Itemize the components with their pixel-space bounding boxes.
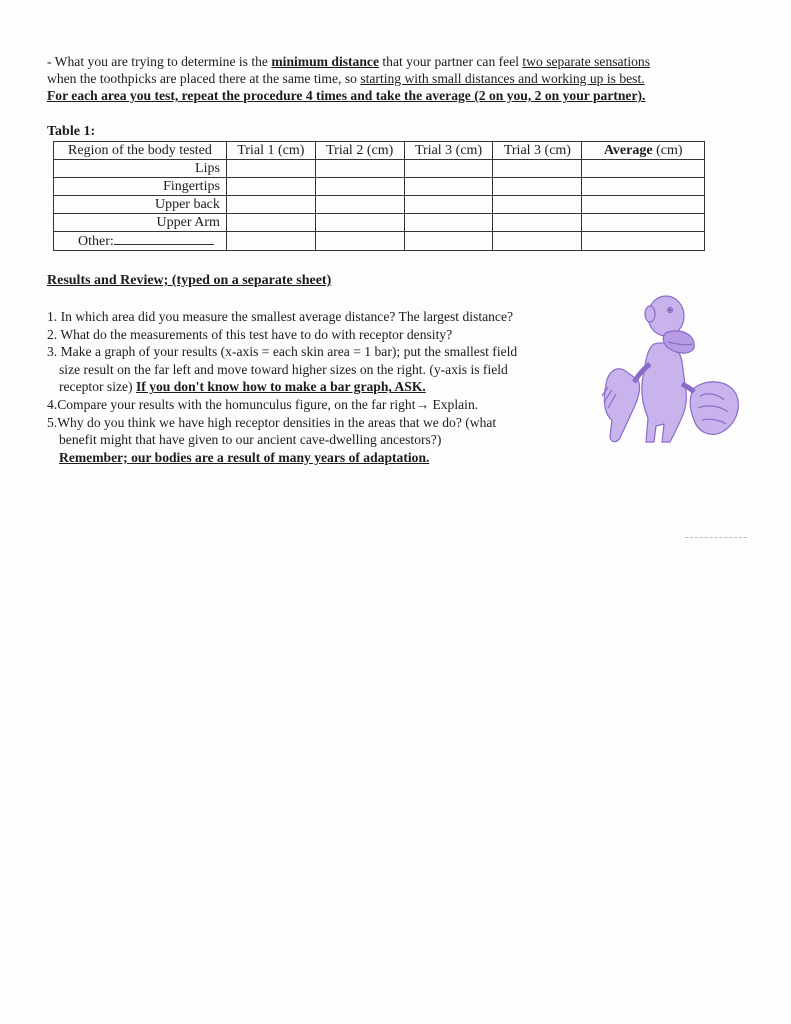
minimum-distance-emphasis: minimum distance xyxy=(271,54,379,69)
results-table xyxy=(53,141,705,251)
table-cell[interactable] xyxy=(404,178,493,196)
table-cell[interactable] xyxy=(493,232,582,251)
row-label-upper-back: Upper back xyxy=(54,196,227,214)
row-label-other xyxy=(54,232,227,251)
other-blank-line[interactable] xyxy=(114,232,214,245)
table-cell[interactable] xyxy=(315,196,404,214)
row-label-fingertips: Fingertips xyxy=(54,178,227,196)
small-distances-emphasis: starting with small distances and working up is best. xyxy=(360,71,645,86)
table-cell[interactable] xyxy=(493,196,582,214)
table-row xyxy=(54,178,705,196)
table-cell[interactable] xyxy=(315,214,404,232)
table-cell[interactable] xyxy=(226,178,315,196)
question-3-cont: size result on the far left and move toward higher sizes on the right. (y-axis is field xyxy=(59,361,508,377)
other-label: Other: xyxy=(78,234,114,249)
header-trial-3: Trial 3 (cm) xyxy=(404,142,493,160)
table-row xyxy=(54,196,705,214)
table-cell[interactable] xyxy=(582,178,705,196)
average-unit: (cm) xyxy=(652,142,683,158)
table-cell[interactable] xyxy=(226,160,315,178)
table-cell[interactable] xyxy=(226,196,315,214)
results-review-heading: Results and Review; (typed on a separate sheet) xyxy=(47,273,332,288)
header-average xyxy=(582,142,705,160)
stray-mark xyxy=(685,537,747,539)
table-cell[interactable] xyxy=(582,196,705,214)
table-cell[interactable] xyxy=(315,232,404,251)
row-label-upper-arm: Upper Arm xyxy=(54,214,227,232)
table-cell[interactable] xyxy=(582,214,705,232)
table-cell[interactable] xyxy=(315,160,404,178)
intro-line-1 xyxy=(47,53,747,70)
intro-text: when the toothpicks are placed there at the same time, so xyxy=(47,71,361,86)
row-label-lips: Lips xyxy=(54,160,227,178)
table-cell[interactable] xyxy=(582,232,705,251)
header-trial-3b: Trial 3 (cm) xyxy=(493,142,582,160)
question-4: 4.Compare your results with the homunculus figure, on the far right→ Explain. xyxy=(47,396,479,412)
header-region: Region of the body tested xyxy=(54,142,227,160)
question-3: 3. Make a graph of your results (x-axis = each skin area = 1 bar); put the smallest field xyxy=(47,344,518,360)
header-trial-1: Trial 1 (cm) xyxy=(226,142,315,160)
table-cell[interactable] xyxy=(493,214,582,232)
question-2: 2. What do the measurements of this test have to do with receptor density? xyxy=(47,326,453,342)
table-header-row xyxy=(54,142,705,160)
table-cell[interactable] xyxy=(582,160,705,178)
table-cell[interactable] xyxy=(404,160,493,178)
two-sensations-emphasis: two separate sensations xyxy=(522,54,651,69)
q3-text: receptor size) xyxy=(59,379,136,395)
table-row xyxy=(54,214,705,232)
homunculus-figure xyxy=(598,292,743,452)
table-cell[interactable] xyxy=(404,232,493,251)
average-label: Average xyxy=(603,142,653,158)
intro-text: - What you are trying to determine is the xyxy=(47,54,272,69)
table-cell[interactable] xyxy=(404,214,493,232)
remember-note: Remember; our bodies are a result of many years of adaptation. xyxy=(59,449,430,465)
header-trial-2: Trial 2 (cm) xyxy=(315,142,404,160)
question-5: 5.Why do you think we have high receptor densities in the areas that we do? (what xyxy=(47,414,497,430)
intro-line-2 xyxy=(47,70,747,87)
table-cell[interactable] xyxy=(493,160,582,178)
table-cell[interactable] xyxy=(493,178,582,196)
table-row xyxy=(54,160,705,178)
question-3-cont2 xyxy=(47,378,602,396)
question-5-cont: benefit might that have given to our ancient cave-dwelling ancestors?) xyxy=(59,432,442,448)
intro-text: that your partner can feel xyxy=(378,54,523,69)
table-cell[interactable] xyxy=(226,232,315,251)
bar-graph-note: If you don't know how to make a bar graph, ASK. xyxy=(135,379,426,395)
table-cell[interactable] xyxy=(315,178,404,196)
table-title: Table 1: xyxy=(47,124,96,139)
table-cell[interactable] xyxy=(226,214,315,232)
procedure-instruction: For each area you test, repeat the procedure 4 times and take the average (2 on you, 2 on your partner). xyxy=(47,88,646,103)
intro-paragraph xyxy=(47,53,747,104)
table-row xyxy=(54,232,705,251)
table-cell[interactable] xyxy=(404,196,493,214)
question-1: 1. In which area did you measure the smallest average distance? The largest distance? xyxy=(47,309,514,324)
question-list xyxy=(47,308,602,466)
